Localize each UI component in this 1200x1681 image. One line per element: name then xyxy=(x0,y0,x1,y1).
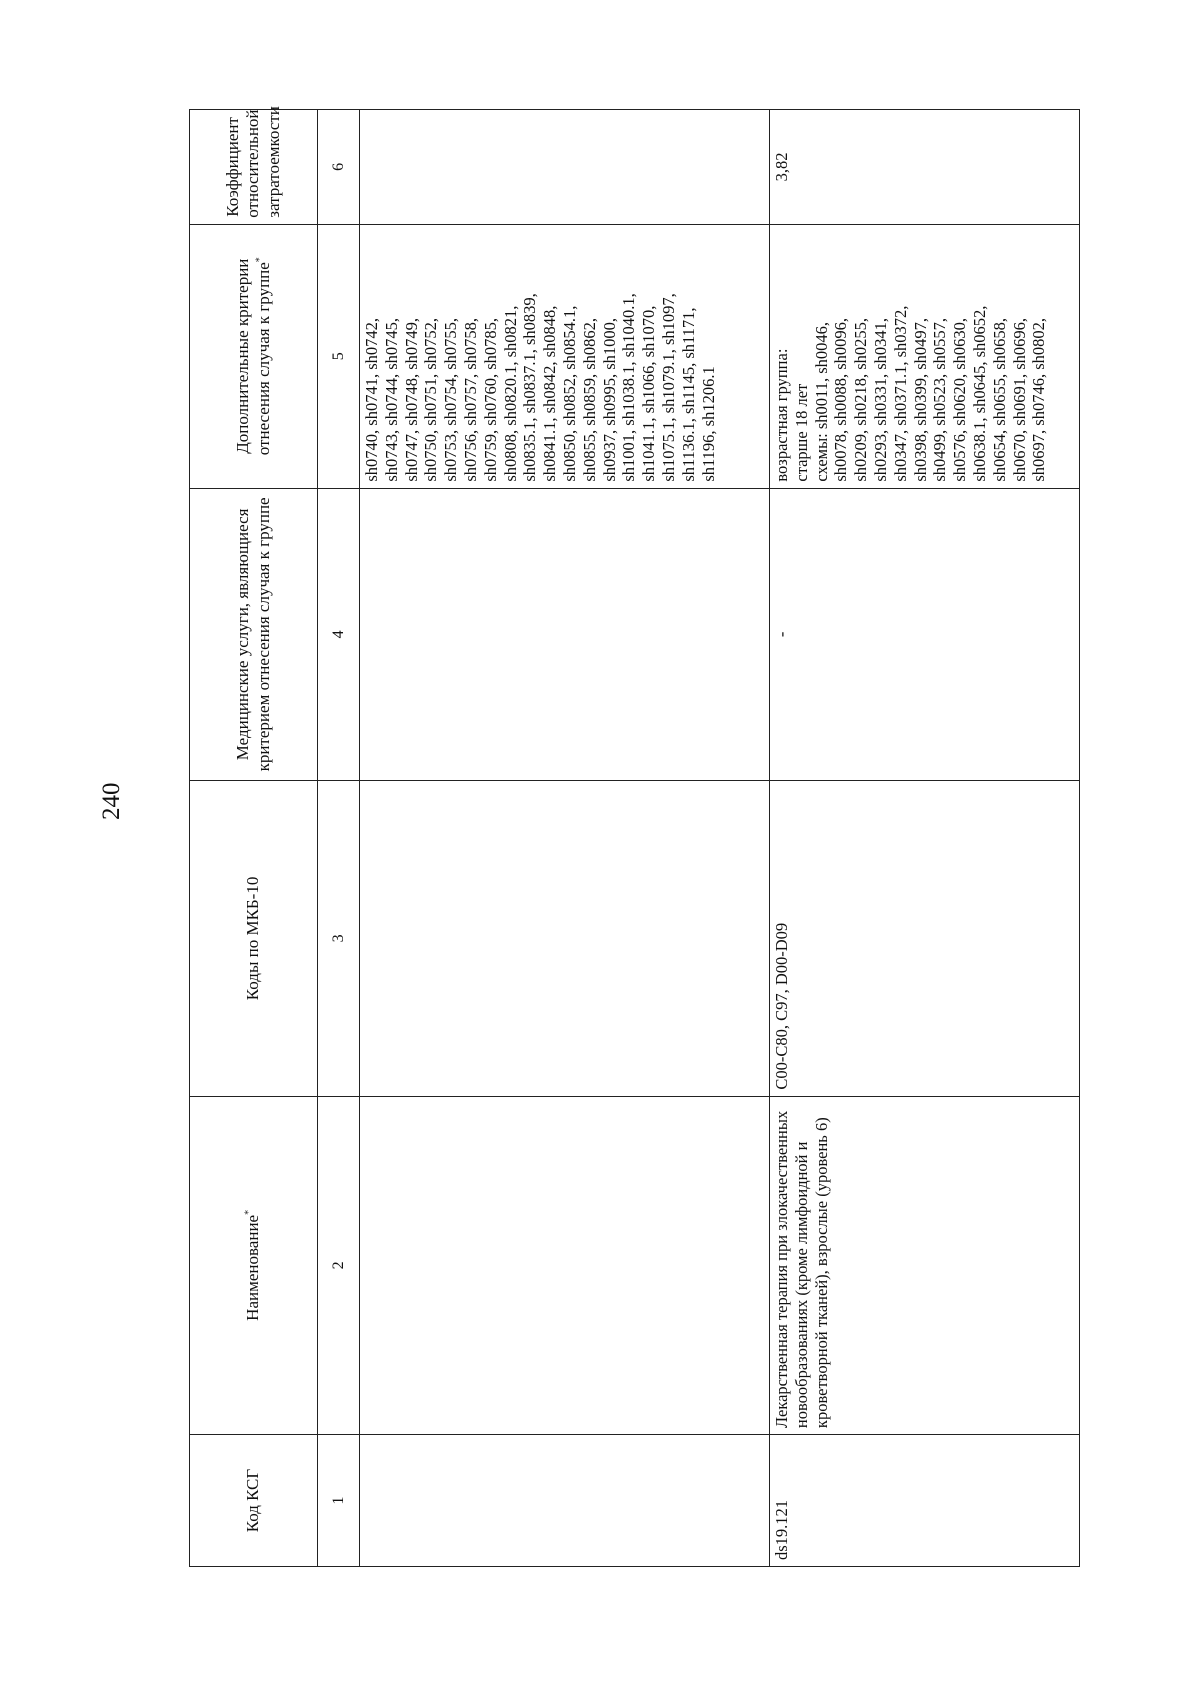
criteria-line: sh0743, sh0744, sh0745, xyxy=(381,317,401,482)
cell-criteria xyxy=(360,224,770,488)
criteria-line: sh0209, sh0218, sh0255, xyxy=(851,317,871,482)
criteria-line: sh1001, sh1038.1, sh1040.1, xyxy=(619,293,639,482)
criteria-line: sh1196, sh1206.1 xyxy=(698,366,718,482)
header-code: Код КСГ xyxy=(190,1435,318,1567)
criteria-line: схемы: sh0011, sh0046, xyxy=(811,322,831,482)
footnote-mark: * xyxy=(243,1209,255,1215)
header-name: Наименование* xyxy=(190,1096,318,1434)
criteria-line: sh0937, sh0995, sh1000, xyxy=(599,317,619,482)
criteria-line: sh0750, sh0751, sh0752, xyxy=(421,317,441,482)
criteria-line: sh0347, sh0371.1, sh0372, xyxy=(890,305,910,482)
rotated-page-content xyxy=(189,106,1079,1567)
criteria-line: sh0398, sh0399, sh0497, xyxy=(910,317,930,482)
criteria-line: sh0293, sh0331, sh0341, xyxy=(870,317,890,482)
column-number: 4 xyxy=(318,488,360,781)
criteria-line: sh0855, sh0859, sh0862, xyxy=(579,317,599,482)
header-coef: Коэффициент относительной затратоемкости xyxy=(190,110,318,225)
cell-name xyxy=(360,1096,770,1434)
cell-services xyxy=(360,488,770,781)
cell-mkb: C00-C80, C97, D00-D09 xyxy=(770,781,1080,1096)
column-number: 6 xyxy=(318,110,360,225)
column-number-row xyxy=(318,110,360,1567)
criteria-line: sh1136.1, sh1145, sh1171, xyxy=(678,307,698,482)
criteria-line: sh1075.1, sh1079.1, sh1097, xyxy=(658,293,678,482)
column-number: 1 xyxy=(318,1435,360,1567)
criteria-line: sh0670, sh0691, sh0696, xyxy=(1009,317,1029,482)
criteria-line: sh0759, sh0760, sh0785, xyxy=(480,317,500,482)
header-criteria: Дополнительные критерии отнесения случая к группе* xyxy=(190,224,318,488)
cell-coef: 3,82 xyxy=(770,110,1080,225)
footnote-mark: * xyxy=(253,257,265,263)
criteria-line: sh0078, sh0088, sh0096, xyxy=(831,317,851,482)
criteria-line: sh0747, sh0748, sh0749, xyxy=(401,317,421,482)
criteria-line: sh0697, sh0746, sh0802, xyxy=(1029,317,1049,482)
table-row xyxy=(360,110,770,1567)
cell-code: ds19.121 xyxy=(770,1435,1080,1567)
column-number: 5 xyxy=(318,224,360,488)
criteria-line: sh0654, sh0655, sh0658, xyxy=(989,317,1009,482)
criteria-line: sh0499, sh0523, sh0557, xyxy=(930,317,950,482)
criteria-line: sh0753, sh0754, sh0755, xyxy=(441,317,461,482)
cell-services: - xyxy=(770,488,1080,781)
criteria-line: старше 18 лет xyxy=(791,383,811,482)
criteria-line: sh0756, sh0757, sh0758, xyxy=(460,317,480,482)
table-row xyxy=(770,110,1080,1567)
page-number: 240 xyxy=(98,782,125,820)
criteria-line: sh0808, sh0820.1, sh0821, xyxy=(500,305,520,482)
criteria-line: sh0835.1, sh0837.1, sh0839, xyxy=(520,293,540,482)
cell-mkb xyxy=(360,781,770,1096)
cell-criteria xyxy=(770,224,1080,488)
cell-code xyxy=(360,1435,770,1567)
column-number: 3 xyxy=(318,781,360,1096)
criteria-line: sh0850, sh0852, sh0854.1, xyxy=(559,305,579,482)
cell-coef xyxy=(360,110,770,225)
criteria-line: sh1041.1, sh1066, sh1070, xyxy=(639,305,659,482)
cell-name: Лекарственная терапия при злокачественных новообразованиях (кроме лимфоидной и кроветворной тканей), взрослые (уровень 6) xyxy=(770,1096,1080,1434)
ksg-table xyxy=(189,106,1080,1567)
column-number: 2 xyxy=(318,1096,360,1434)
criteria-line: sh0740, sh0741, sh0742, xyxy=(362,317,381,482)
header-services: Медицинские услуги, являющиеся критерием отнесения случая к группе xyxy=(190,488,318,781)
header-row xyxy=(190,110,318,1567)
criteria-line: возрастная группа: xyxy=(772,348,791,482)
criteria-line: sh0841.1, sh0842, sh0848, xyxy=(540,305,560,482)
criteria-line: sh0576, sh0620, sh0630, xyxy=(950,317,970,482)
header-mkb: Коды по МКБ-10 xyxy=(190,781,318,1096)
criteria-line: sh0638.1, sh0645, sh0652, xyxy=(969,305,989,482)
